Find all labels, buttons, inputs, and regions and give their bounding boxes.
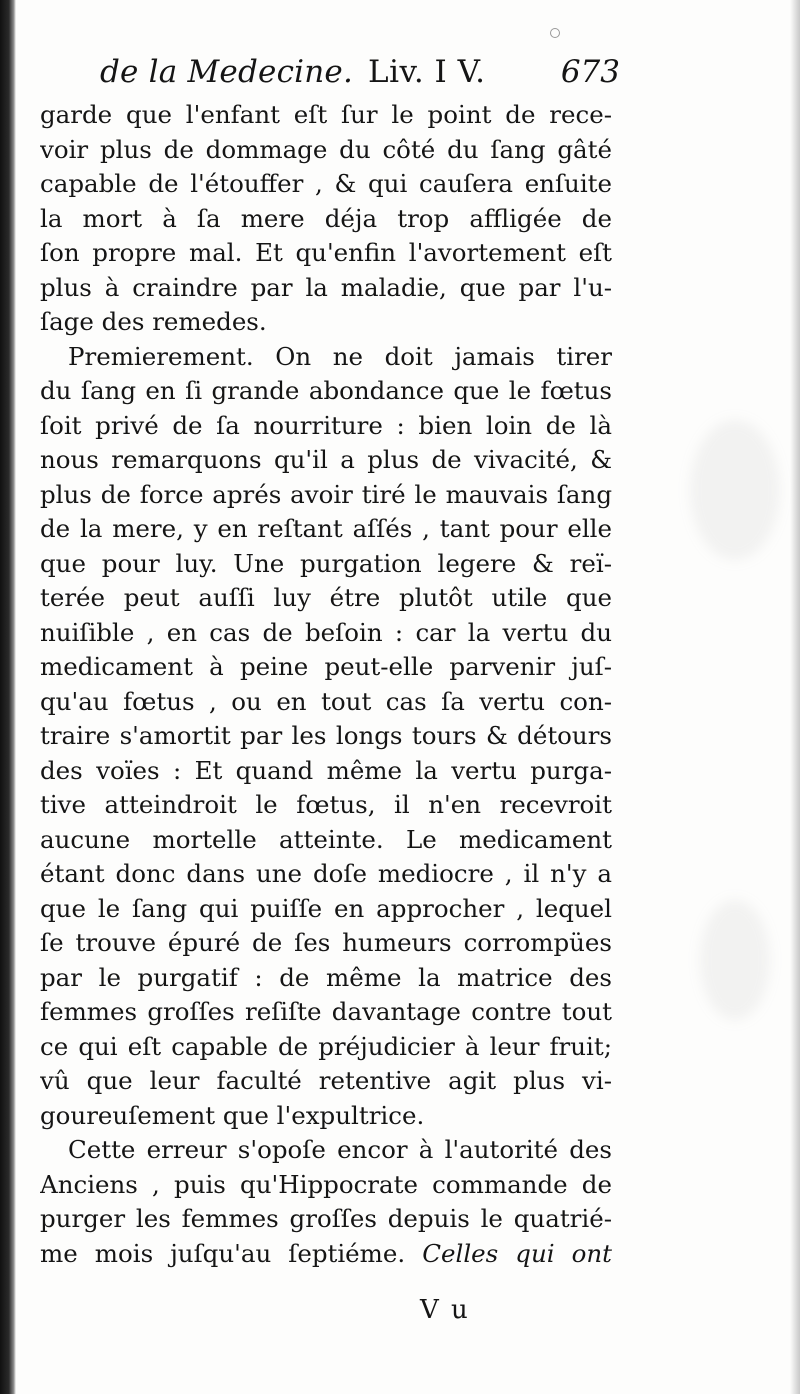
text-line: garde que l'enfant eſt ſur le point de rece- — [40, 100, 612, 129]
text-line: ce qui eſt capable de préjudicier à leur fruit; — [40, 1031, 612, 1061]
text-line-final — [40, 1237, 612, 1272]
text-line: que pour luy. Une purgation legere & reï- — [40, 548, 612, 578]
binding-edge-shadow — [0, 0, 16, 1394]
text-line: tive atteindroit le fœtus, il n'en recevroit — [40, 790, 612, 819]
text-line: ſe trouve épuré de ſes humeurs corrompües — [40, 928, 612, 957]
running-title: de la Medecine. — [100, 54, 354, 90]
running-header — [100, 50, 620, 100]
page-number: 673 — [560, 54, 620, 90]
text-line: ſon propre mal. Et qu'enfin l'avortement eſt — [40, 238, 612, 267]
paper-smudge — [690, 420, 780, 560]
text-line: qu'au fœtus , ou en tout cas ſa vertu con- — [40, 686, 612, 716]
page-edge-shadow — [790, 0, 800, 1394]
final-line-roman: me mois juſqu'au ſeptiéme. — [40, 1238, 406, 1268]
final-line-italic: Celles qui ont — [422, 1238, 612, 1268]
text-line: purger les femmes groſſes depuis le quatrié- — [40, 1204, 612, 1233]
signature-mark: V u — [420, 1295, 470, 1325]
text-line: plus de force aprés avoir tiré le mauvais ſang — [40, 479, 612, 509]
text-line: ſage des remedes. — [40, 307, 267, 336]
text-line: traire s'amortit par les longs tours & détours — [40, 721, 612, 750]
text-line: étant donc dans une doſe mediocre , il n'y a — [40, 859, 612, 888]
text-line: goureuſement que l'expultrice. — [40, 1100, 425, 1130]
text-line: vû que leur faculté retentive agit plus vi- — [40, 1066, 612, 1095]
text-line: nous remarquons qu'il a plus de vivacité, & — [40, 445, 612, 474]
stray-ink-mark — [550, 28, 560, 38]
text-line: terée peut auſſi luy étre plutôt utile que — [40, 583, 612, 612]
text-line: des voïes : Et quand même la vertu purga- — [40, 755, 612, 785]
book-label: Liv. I V. — [368, 54, 486, 90]
text-line: que le ſang qui puiſſe en approcher , lequel — [40, 893, 612, 923]
text-line: medicament à peine peut-elle parvenir juſ- — [40, 652, 612, 681]
text-line: Anciens , puis qu'Hippocrate commande de — [40, 1169, 612, 1199]
text-line: de la mere, y en reſtant aſſés , tant pour elle — [40, 514, 612, 543]
text-line: nuiſible , en cas de beſoin : car la vertu du — [40, 617, 612, 647]
text-line: par le purgatif : de même la matrice des — [40, 962, 612, 992]
text-line: Premierement. On ne doit jamais tirer — [68, 341, 612, 371]
text-line: du ſang en ſi grande abondance que le fœtus — [40, 376, 612, 405]
text-line: capable de l'étouffer , & qui cauſera enſuite — [40, 169, 612, 198]
text-line: plus à craindre par la maladie, que par l'u- — [40, 272, 612, 302]
body-text — [40, 98, 612, 1271]
text-line: voir plus de dommage du côté du ſang gâté — [40, 134, 612, 164]
text-line: aucune mortelle atteinte. Le medicament — [40, 824, 612, 854]
text-line: femmes groſſes reſiſte davantage contre tout — [40, 997, 612, 1026]
paper-smudge — [700, 900, 770, 1020]
text-line: ſoit privé de ſa nourriture : bien loin de là — [40, 410, 612, 440]
text-line: la mort à ſa mere déja trop affligée de — [40, 203, 612, 233]
text-line: Cette erreur s'opoſe encor à l'autorité des — [68, 1135, 612, 1164]
